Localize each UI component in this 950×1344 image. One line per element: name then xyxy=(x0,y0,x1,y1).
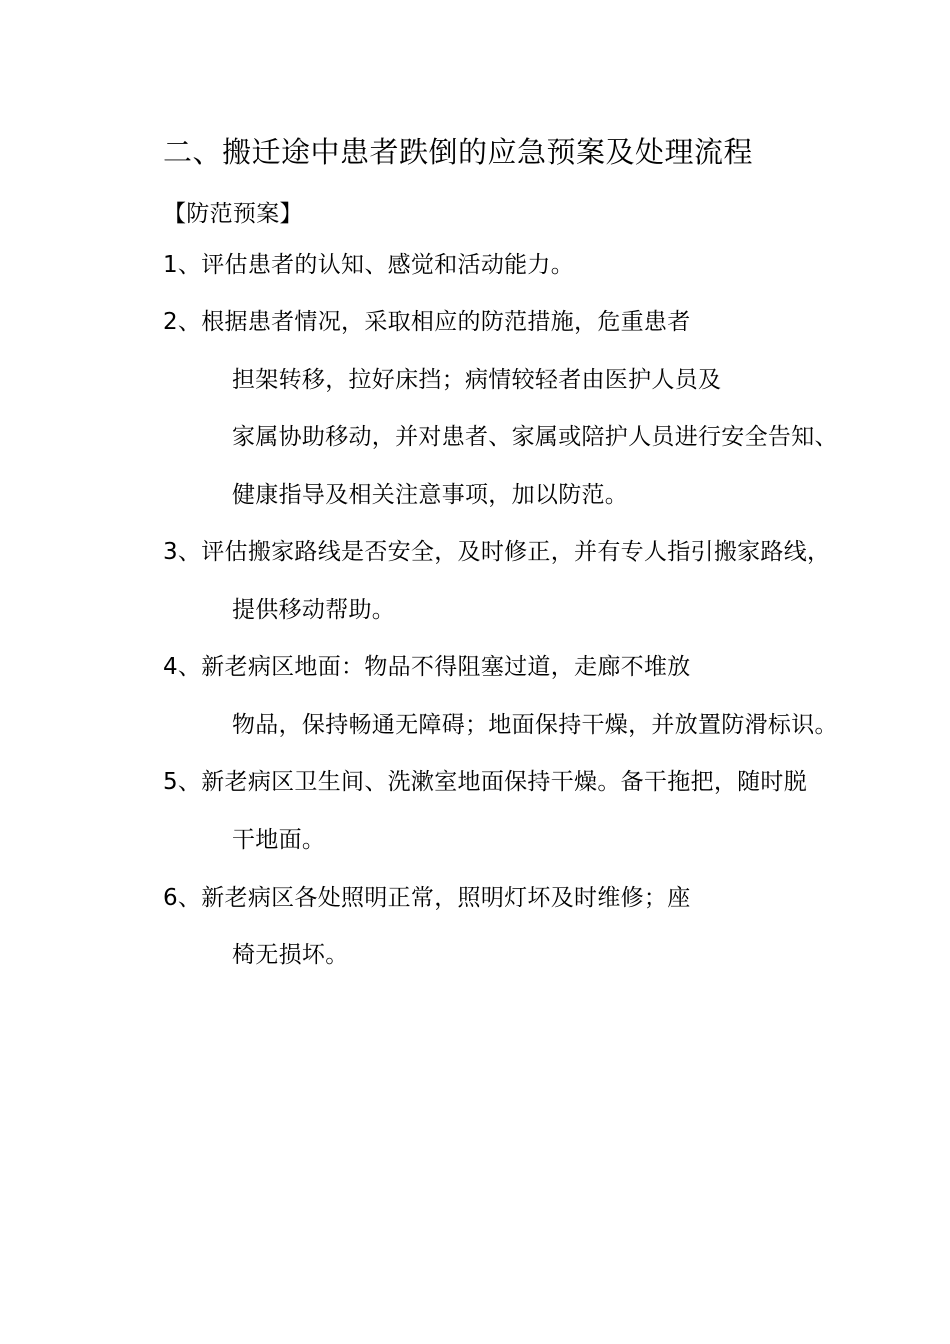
item-3-line-1: 3、评估搬家路线是否安全，及时修正，并有专人指引搬家路线， xyxy=(163,539,831,565)
item-2-line-4: 健康指导及相关注意事项，加以防范。 xyxy=(232,482,629,508)
item-6-line-1: 6、新老病区各处照明正常，照明灯坏及时维修；座 xyxy=(163,885,691,911)
item-5-line-1: 5、新老病区卫生间、洗漱室地面保持干燥。备干拖把，随时脱 xyxy=(163,769,808,795)
item-4-line-1: 4、新老病区地面：物品不得阻塞过道，走廊不堆放 xyxy=(163,654,691,680)
item-5-line-2: 干地面。 xyxy=(232,827,326,853)
item-2-line-2: 担架转移，拉好床挡；病情较轻者由医护人员及 xyxy=(232,367,722,393)
item-2-line-1: 2、根据患者情况，采取相应的防范措施，危重患者 xyxy=(163,309,691,335)
item-4-line-2: 物品，保持畅通无障碍；地面保持干燥，并放置防滑标识。 xyxy=(232,712,838,738)
item-3-line-2: 提供移动帮助。 xyxy=(232,597,396,623)
section-heading: 【防范预案】 xyxy=(163,201,303,227)
document-title: 二、搬迁途中患者跌倒的应急预案及处理流程 xyxy=(163,135,754,169)
item-2-line-3: 家属协助移动，并对患者、家属或陪护人员进行安全告知、 xyxy=(232,424,838,450)
item-1-line-1: 1、评估患者的认知、感觉和活动能力。 xyxy=(163,252,575,278)
item-6-line-2: 椅无损坏。 xyxy=(232,942,349,968)
